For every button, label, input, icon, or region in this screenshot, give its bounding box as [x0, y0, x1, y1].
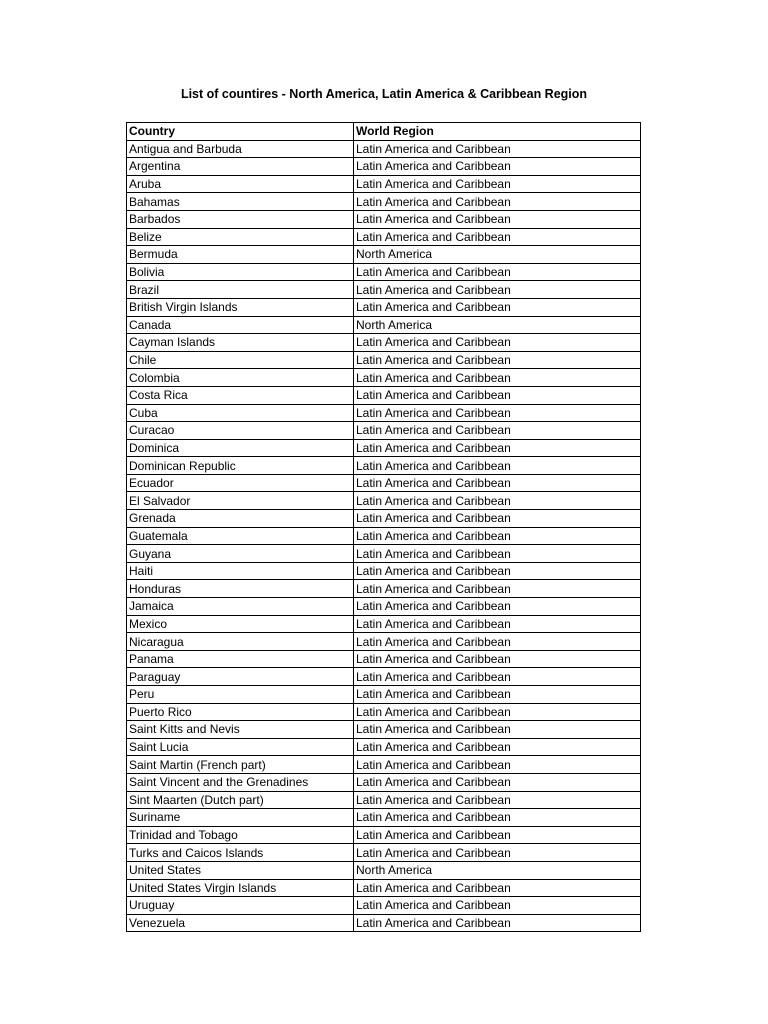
table-row: [127, 246, 641, 264]
world-region-cell: Latin America and Caribbean: [354, 703, 641, 721]
table-row: [127, 633, 641, 651]
world-region-cell: Latin America and Caribbean: [354, 281, 641, 299]
country-cell: British Virgin Islands: [127, 298, 354, 316]
country-cell: United States Virgin Islands: [127, 879, 354, 897]
table-row: [127, 386, 641, 404]
world-region-cell: Latin America and Caribbean: [354, 527, 641, 545]
country-region-table: [126, 122, 641, 932]
table-body: [127, 140, 641, 932]
country-cell: Suriname: [127, 809, 354, 827]
table-row: [127, 298, 641, 316]
world-region-cell: Latin America and Caribbean: [354, 615, 641, 633]
table-row: [127, 439, 641, 457]
country-cell: Trinidad and Tobago: [127, 826, 354, 844]
world-region-cell: Latin America and Caribbean: [354, 633, 641, 651]
world-region-cell: North America: [354, 861, 641, 879]
world-region-cell: Latin America and Caribbean: [354, 492, 641, 510]
world-region-cell: Latin America and Caribbean: [354, 668, 641, 686]
table-row: [127, 773, 641, 791]
table-row: [127, 545, 641, 563]
country-cell: Canada: [127, 316, 354, 334]
table-row: [127, 404, 641, 422]
page-title: List of countires - North America, Latin America & Caribbean Region: [180, 87, 588, 101]
world-region-cell: Latin America and Caribbean: [354, 879, 641, 897]
table-row: [127, 738, 641, 756]
world-region-cell: Latin America and Caribbean: [354, 158, 641, 176]
country-cell: United States: [127, 861, 354, 879]
country-cell: Saint Martin (French part): [127, 756, 354, 774]
world-region-cell: Latin America and Caribbean: [354, 914, 641, 932]
country-cell: Haiti: [127, 562, 354, 580]
table-row: [127, 580, 641, 598]
world-region-cell: Latin America and Caribbean: [354, 351, 641, 369]
country-cell: Paraguay: [127, 668, 354, 686]
world-region-cell: Latin America and Caribbean: [354, 809, 641, 827]
world-region-cell: Latin America and Caribbean: [354, 580, 641, 598]
table-header-row: [127, 123, 641, 141]
country-cell: Saint Lucia: [127, 738, 354, 756]
table-row: [127, 615, 641, 633]
table-row: [127, 510, 641, 528]
table-row: [127, 334, 641, 352]
country-cell: Curacao: [127, 422, 354, 440]
world-region-cell: Latin America and Caribbean: [354, 897, 641, 915]
country-cell: Dominica: [127, 439, 354, 457]
country-cell: Peru: [127, 686, 354, 704]
table-row: [127, 914, 641, 932]
country-cell: Uruguay: [127, 897, 354, 915]
country-cell: Jamaica: [127, 598, 354, 616]
country-cell: Venezuela: [127, 914, 354, 932]
country-cell: Bahamas: [127, 193, 354, 211]
world-region-cell: Latin America and Caribbean: [354, 510, 641, 528]
world-region-cell: Latin America and Caribbean: [354, 721, 641, 739]
table-row: [127, 351, 641, 369]
country-cell: Antigua and Barbuda: [127, 140, 354, 158]
country-cell: Costa Rica: [127, 386, 354, 404]
world-region-cell: Latin America and Caribbean: [354, 193, 641, 211]
country-cell: Puerto Rico: [127, 703, 354, 721]
table-row: [127, 826, 641, 844]
table-row: [127, 316, 641, 334]
country-cell: Panama: [127, 650, 354, 668]
table-row: [127, 791, 641, 809]
country-cell: Argentina: [127, 158, 354, 176]
world-region-cell: Latin America and Caribbean: [354, 334, 641, 352]
world-region-cell: Latin America and Caribbean: [354, 756, 641, 774]
table-row: [127, 703, 641, 721]
table-row: [127, 158, 641, 176]
table-row: [127, 668, 641, 686]
country-cell: Bermuda: [127, 246, 354, 264]
country-cell: Guatemala: [127, 527, 354, 545]
world-region-cell: Latin America and Caribbean: [354, 263, 641, 281]
country-cell: Colombia: [127, 369, 354, 387]
country-cell: Belize: [127, 228, 354, 246]
world-region-cell: Latin America and Caribbean: [354, 826, 641, 844]
table-row: [127, 210, 641, 228]
world-region-cell: Latin America and Caribbean: [354, 650, 641, 668]
table-row: [127, 263, 641, 281]
world-region-cell: Latin America and Caribbean: [354, 686, 641, 704]
table-row: [127, 721, 641, 739]
world-region-cell: Latin America and Caribbean: [354, 404, 641, 422]
country-cell: Barbados: [127, 210, 354, 228]
table-row: [127, 598, 641, 616]
country-cell: Saint Vincent and the Grenadines: [127, 773, 354, 791]
country-cell: Dominican Republic: [127, 457, 354, 475]
world-region-cell: Latin America and Caribbean: [354, 175, 641, 193]
table-row: [127, 527, 641, 545]
world-region-cell: Latin America and Caribbean: [354, 228, 641, 246]
table-row: [127, 474, 641, 492]
world-region-cell: Latin America and Caribbean: [354, 298, 641, 316]
country-cell: Cuba: [127, 404, 354, 422]
country-cell: Honduras: [127, 580, 354, 598]
table-row: [127, 756, 641, 774]
table-row: [127, 879, 641, 897]
world-region-cell: Latin America and Caribbean: [354, 210, 641, 228]
world-region-cell: Latin America and Caribbean: [354, 474, 641, 492]
table-row: [127, 650, 641, 668]
country-cell: Sint Maarten (Dutch part): [127, 791, 354, 809]
world-region-cell: Latin America and Caribbean: [354, 140, 641, 158]
world-region-cell: Latin America and Caribbean: [354, 844, 641, 862]
country-cell: Mexico: [127, 615, 354, 633]
table-row: [127, 422, 641, 440]
world-region-cell: Latin America and Caribbean: [354, 545, 641, 563]
column-header-country: Country: [127, 123, 354, 141]
table-row: [127, 175, 641, 193]
country-cell: El Salvador: [127, 492, 354, 510]
table-row: [127, 457, 641, 475]
country-cell: Ecuador: [127, 474, 354, 492]
table-row: [127, 861, 641, 879]
country-cell: Aruba: [127, 175, 354, 193]
country-cell: Grenada: [127, 510, 354, 528]
country-cell: Brazil: [127, 281, 354, 299]
country-cell: Guyana: [127, 545, 354, 563]
column-header-world-region: World Region: [354, 123, 641, 141]
world-region-cell: Latin America and Caribbean: [354, 598, 641, 616]
world-region-cell: Latin America and Caribbean: [354, 791, 641, 809]
world-region-cell: Latin America and Caribbean: [354, 369, 641, 387]
country-cell: Saint Kitts and Nevis: [127, 721, 354, 739]
table-row: [127, 844, 641, 862]
world-region-cell: Latin America and Caribbean: [354, 738, 641, 756]
table-row: [127, 562, 641, 580]
table-row: [127, 809, 641, 827]
world-region-cell: North America: [354, 316, 641, 334]
table-row: [127, 281, 641, 299]
world-region-cell: Latin America and Caribbean: [354, 439, 641, 457]
country-cell: Chile: [127, 351, 354, 369]
world-region-cell: Latin America and Caribbean: [354, 457, 641, 475]
table-row: [127, 686, 641, 704]
table-row: [127, 897, 641, 915]
table-row: [127, 492, 641, 510]
table-row: [127, 193, 641, 211]
country-cell: Bolivia: [127, 263, 354, 281]
world-region-cell: Latin America and Caribbean: [354, 773, 641, 791]
country-cell: Cayman Islands: [127, 334, 354, 352]
world-region-cell: Latin America and Caribbean: [354, 386, 641, 404]
world-region-cell: Latin America and Caribbean: [354, 422, 641, 440]
world-region-cell: North America: [354, 246, 641, 264]
country-cell: Nicaragua: [127, 633, 354, 651]
table-row: [127, 369, 641, 387]
table-row: [127, 140, 641, 158]
country-cell: Turks and Caicos Islands: [127, 844, 354, 862]
world-region-cell: Latin America and Caribbean: [354, 562, 641, 580]
table-row: [127, 228, 641, 246]
